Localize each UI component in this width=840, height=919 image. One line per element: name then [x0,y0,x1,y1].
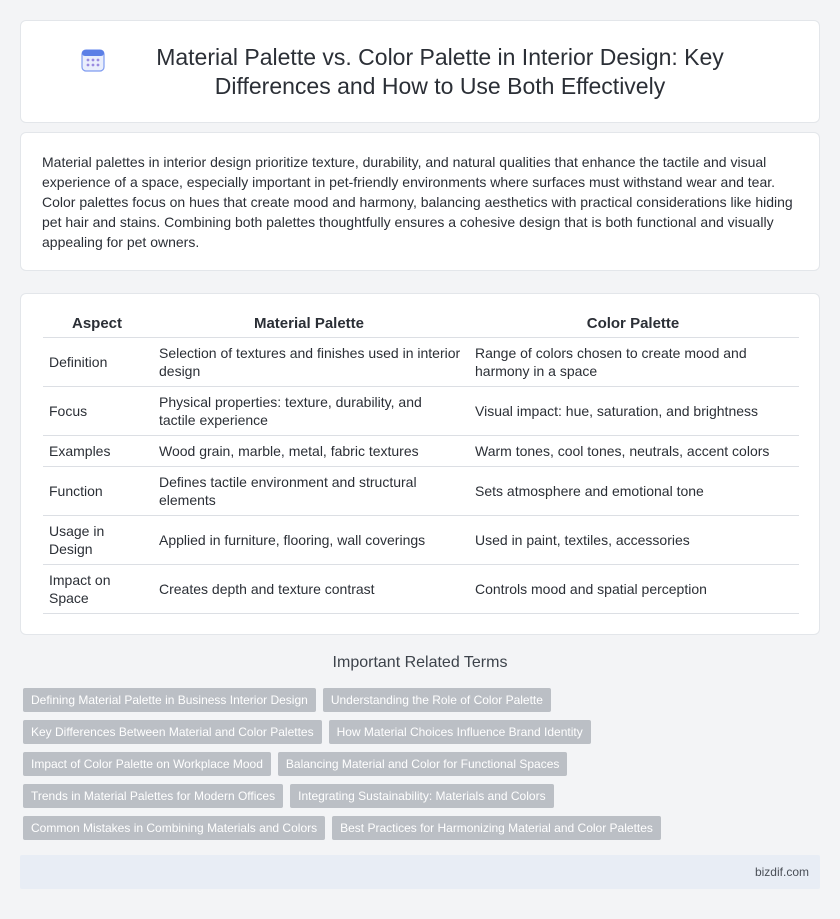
table-cell-material: Selection of textures and finishes used in interior design [151,337,467,386]
related-term-tag[interactable]: Common Mistakes in Combining Materials and Colors [23,816,325,840]
table-cell-color: Visual impact: hue, saturation, and brightness [467,386,799,435]
related-term-tag[interactable]: Key Differences Between Material and Color Palettes [23,720,322,744]
related-term-tag[interactable]: Trends in Material Palettes for Modern Offices [23,784,283,808]
related-term-tag[interactable]: Defining Material Palette in Business Interior Design [23,688,316,712]
footer-bar [20,855,820,889]
table-header-row [43,306,799,337]
table-cell-aspect: Impact on Space [43,564,151,613]
table-cell-material: Wood grain, marble, metal, fabric textures [151,435,467,466]
tag-row [23,720,823,744]
related-terms-heading: Important Related Terms [332,654,508,671]
related-term-tag[interactable]: How Material Choices Influence Brand Identity [329,720,591,744]
table-cell-aspect: Focus [43,386,151,435]
tag-row [23,816,823,840]
related-term-tag[interactable]: Balancing Material and Color for Functional Spaces [278,752,567,776]
table-cell-color: Range of colors chosen to create mood and harmony in a space [467,337,799,386]
table-cell-aspect: Examples [43,435,151,466]
tag-row [23,752,823,776]
title-wrap [40,43,800,101]
table-cell-color: Used in paint, textiles, accessories [467,515,799,564]
title-card [20,20,820,123]
tag-row [23,688,823,712]
table-cell-color: Warm tones, cool tones, neutrals, accent colors [467,435,799,466]
table-cell-aspect: Definition [43,337,151,386]
page-title: Material Palette vs. Color Palette in Interior Design: Key Differences and How to Use Both Effectively [156,43,724,99]
table-cell-color: Controls mood and spatial perception [467,564,799,613]
table-row [43,435,799,466]
table-row [43,466,799,515]
table-row [43,515,799,564]
table-cell-material: Applied in furniture, flooring, wall coverings [151,515,467,564]
column-header-aspect: Aspect [43,306,151,337]
table-row [43,337,799,386]
footer-site-link[interactable]: bizdif.com [754,865,809,879]
table-cell-material: Physical properties: texture, durability, and tactile experience [151,386,467,435]
column-header-color-palette: Color Palette [467,306,799,337]
table-cell-aspect: Function [43,466,151,515]
related-terms-tags [23,688,823,848]
table-row [43,386,799,435]
related-term-tag[interactable]: Integrating Sustainability: Materials and Colors [290,784,553,808]
table-cell-material: Creates depth and texture contrast [151,564,467,613]
calendar-icon [80,47,106,73]
intro-card [20,132,820,271]
table-row [43,564,799,613]
table-cell-aspect: Usage in Design [43,515,151,564]
related-term-tag[interactable]: Best Practices for Harmonizing Material and Color Palettes [332,816,661,840]
comparison-table [43,306,799,614]
column-header-material-palette: Material Palette [151,306,467,337]
related-term-tag[interactable]: Understanding the Role of Color Palette [323,688,551,712]
table-cell-color: Sets atmosphere and emotional tone [467,466,799,515]
comparison-table-card [20,293,820,635]
related-term-tag[interactable]: Impact of Color Palette on Workplace Mood [23,752,271,776]
table-cell-material: Defines tactile environment and structural elements [151,466,467,515]
tag-row [23,784,823,808]
intro-paragraph: Material palettes in interior design prioritize texture, durability, and natural qualities that enhance the tactile and visual experience of a space, especially important in pet-friendly environments where surfaces must withstand wear and tear. Color palettes focus on hues that create mood and harmony, balancing aesthetics with practical considerations like hiding pet hair and stains. Combining both palettes thoughtfully ensures a cohesive design that is both functional and visually appealing for pet owners. [42,154,793,250]
